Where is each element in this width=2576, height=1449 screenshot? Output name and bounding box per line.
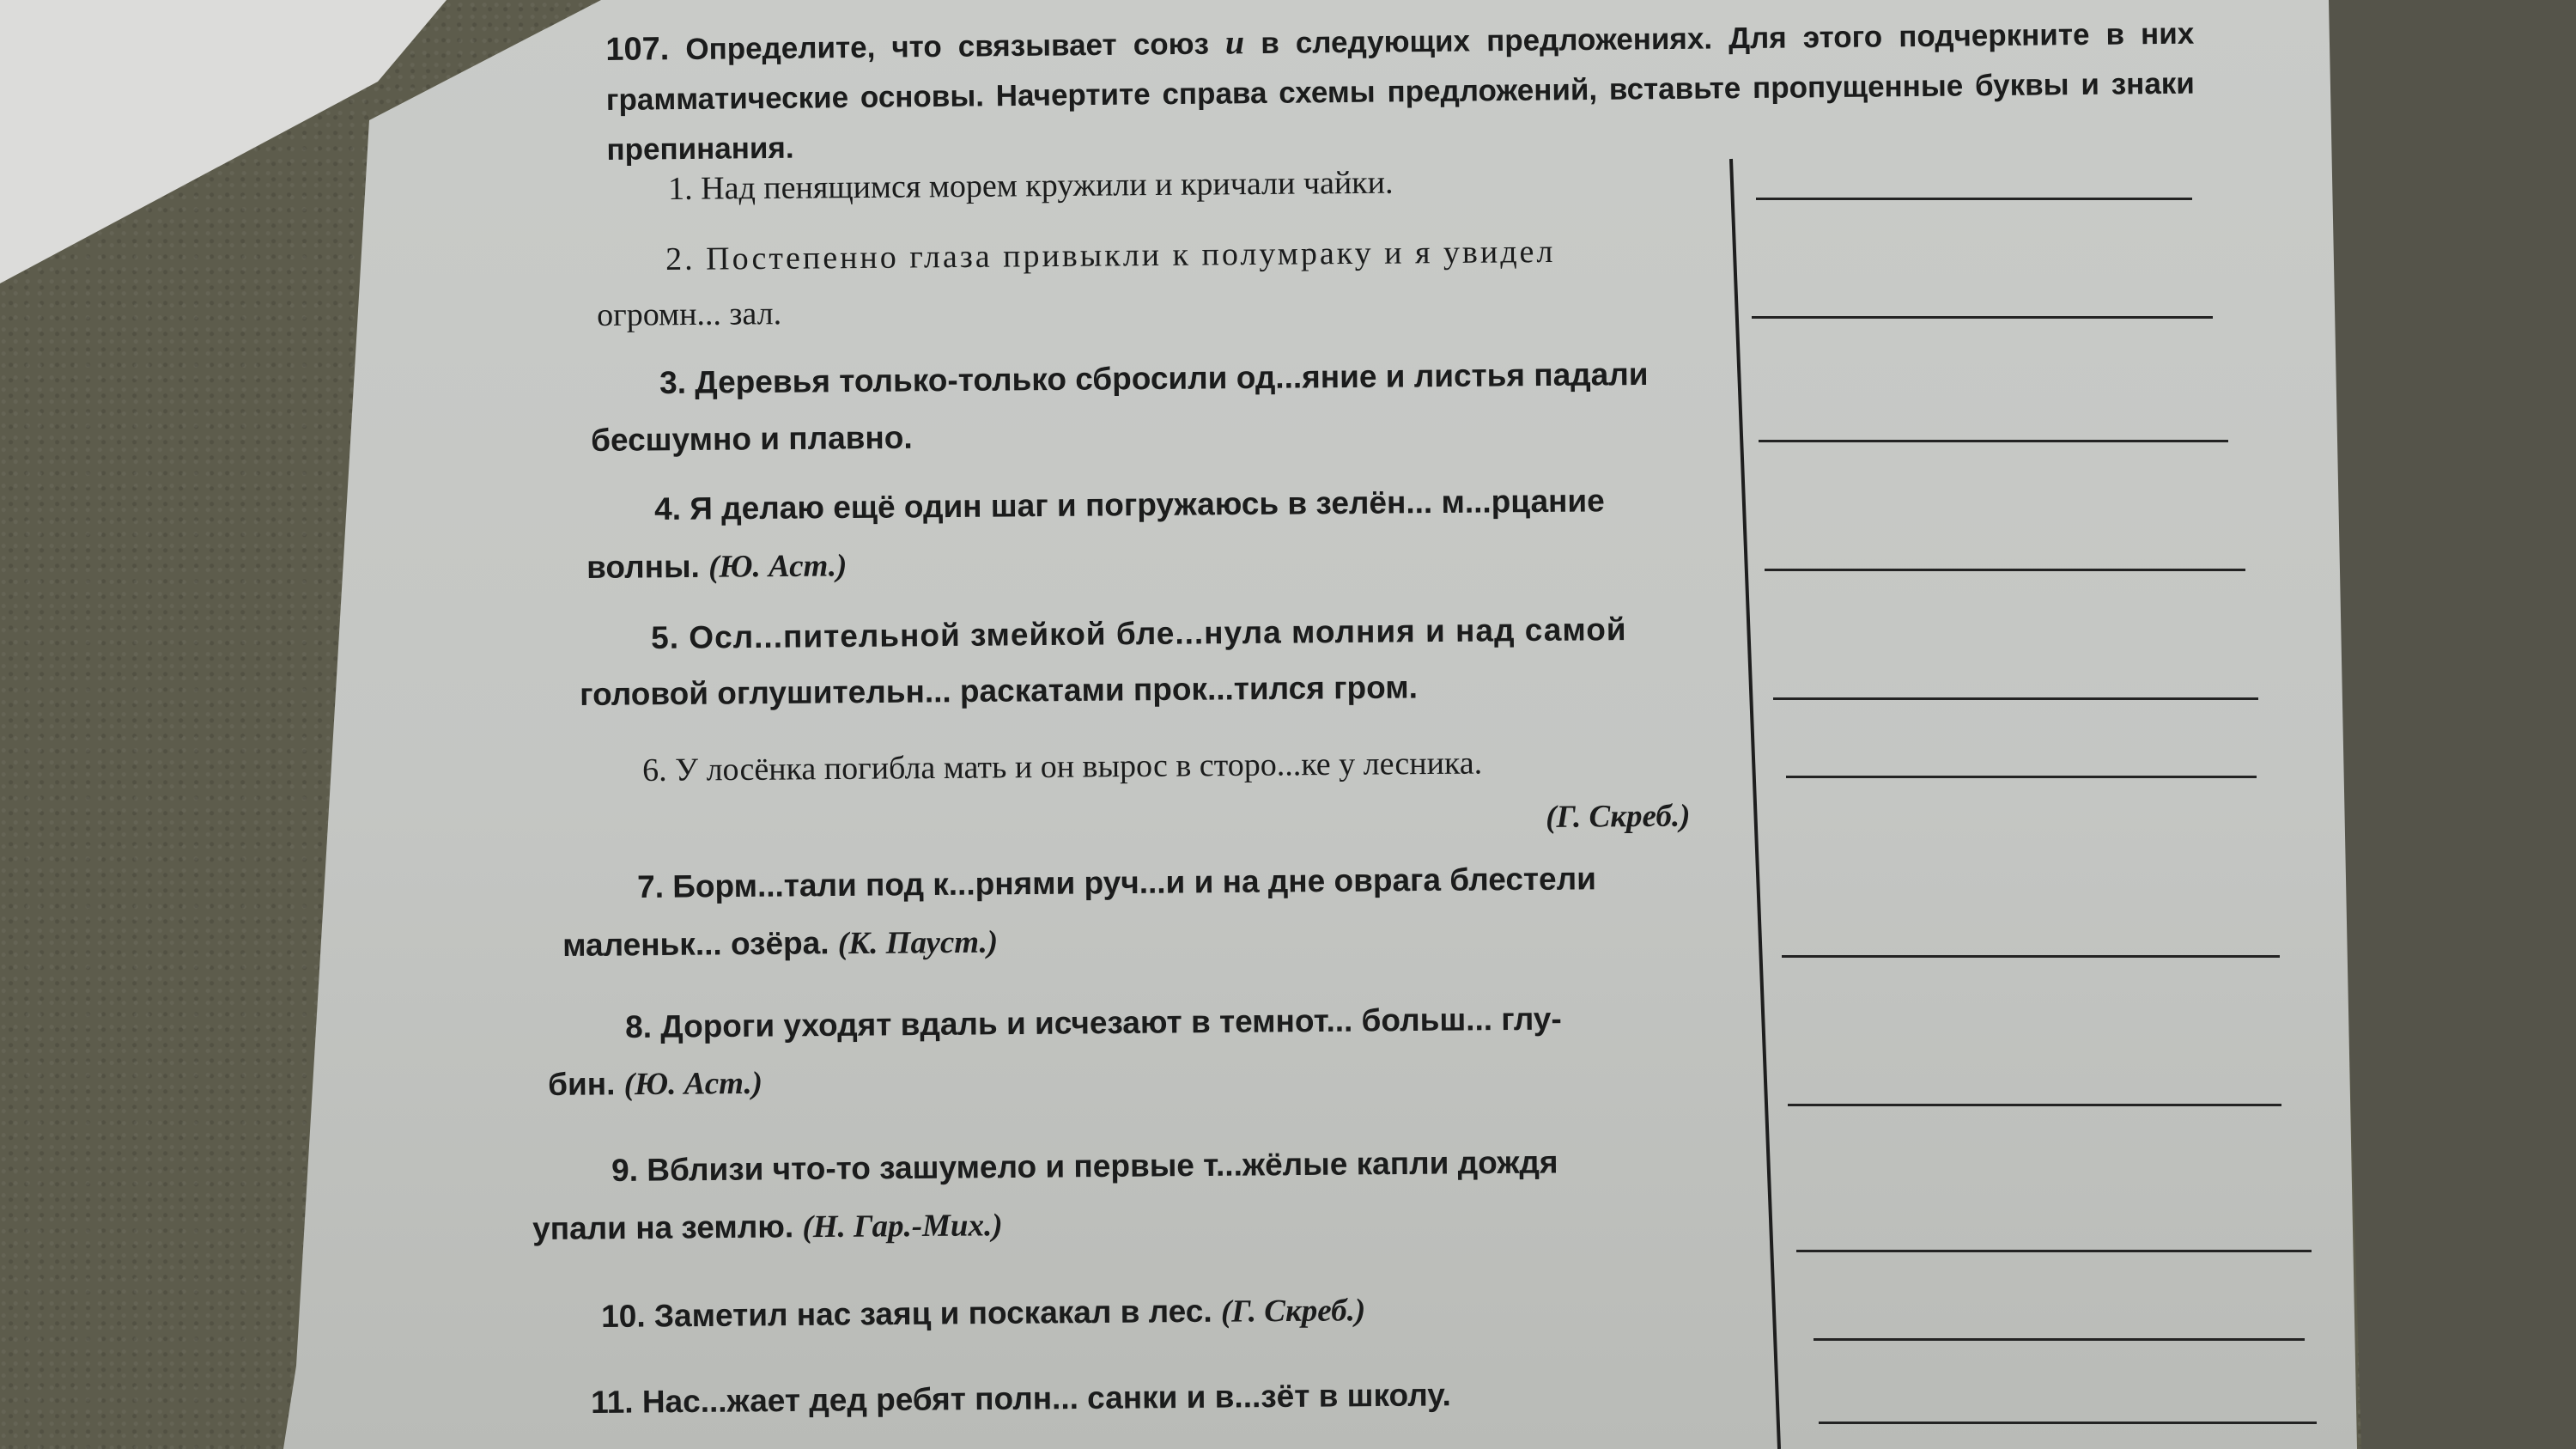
schema-answer-line-11[interactable]	[1819, 1422, 2317, 1424]
sentence-6-line-1: 6. У лосёнка погибла мать и он вырос в сторо...ке у лесника.	[642, 745, 1483, 788]
task-intro-end: в следующих предложениях. Для этого подчеркните в них грамматические основы. Начертите справа схемы предложений, вставьте пропущенные буквы и знаки препинания.	[605, 16, 2196, 167]
sentence-3-line-2: бесшумно и плавно.	[591, 419, 913, 458]
sentence-11-line-1: 11. Нас...жает дед ребят полн... санки и в...зёт в школу.	[591, 1377, 1452, 1420]
schema-answer-line-4[interactable]	[1765, 569, 2245, 571]
sentence-8-citation: (Ю. Аст.)	[623, 1065, 763, 1103]
sentence-7-citation: (К. Пауст.)	[837, 924, 999, 962]
sentence-8-line-2	[548, 1065, 762, 1104]
sentence-4-text: волны.	[586, 548, 701, 585]
schema-answer-line-1[interactable]	[1756, 198, 2192, 200]
sentence-4-line-1: 4. Я делаю ещё один шаг и погружаюсь в зелён... м...рцание	[654, 483, 1605, 527]
schema-answer-line-9[interactable]	[1796, 1250, 2312, 1252]
sentence-7-line-2	[562, 924, 998, 965]
sentence-9-citation: (Н. Гар.-Мих.)	[802, 1208, 1003, 1245]
sentence-2-line-2: огромн... зал.	[597, 295, 782, 333]
schema-answer-line-6[interactable]	[1786, 776, 2257, 778]
sentence-1-line-1: 1. Над пенящимся морем кружили и кричали чайки.	[668, 164, 1394, 207]
sentence-6-citation: (Г. Скреб.)	[1546, 798, 1691, 835]
task-instructions	[605, 8, 2196, 175]
sentence-5-line-1: 5. Осл...пительной змейкой бле...нула молния и над самой	[651, 612, 1627, 655]
sentence-9-line-2	[532, 1207, 1003, 1248]
sentence-4-citation: (Ю. Аст.)	[708, 548, 848, 585]
sentence-2-line-1: 2. Постепенно глаза привыкли к полумраку и я увидел	[665, 233, 1556, 277]
sentence-10-citation: (Г. Скреб.)	[1220, 1293, 1366, 1330]
sentence-9-line-1: 9. Вблизи что-то зашумело и первые т...жёлые капли дождя	[611, 1144, 1558, 1188]
schema-answer-line-2[interactable]	[1752, 316, 2213, 319]
sentence-3-line-1: 3. Деревья только-только сбросили од...яние и листья падали	[659, 356, 1649, 400]
schema-answer-line-8[interactable]	[1788, 1104, 2281, 1106]
sentence-5-line-2: головой оглушительн... раскатами прок...тился гром.	[580, 669, 1419, 712]
task-intro-start: Определите, что связывает союз	[685, 27, 1210, 67]
schema-answer-line-3[interactable]	[1759, 440, 2228, 442]
sentence-6-line-2	[1546, 798, 1691, 836]
sentence-9-text: упали на землю.	[532, 1209, 794, 1246]
sentence-8-line-1: 8. Дороги уходят вдаль и исчезают в темнот... больш... глу-	[625, 1001, 1562, 1044]
sentence-7-text: маленьк... озёра.	[562, 925, 829, 963]
schema-answer-line-10[interactable]	[1814, 1338, 2305, 1341]
task-number: 107.	[605, 31, 670, 68]
task-conjunction: и	[1224, 22, 1245, 62]
sentence-4-line-2	[586, 547, 848, 587]
sentence-8-text: бин.	[548, 1066, 616, 1102]
sentence-7-line-1: 7. Борм...тали под к...рнями руч...и и на дне оврага блестели	[637, 861, 1597, 904]
schema-answer-line-5[interactable]	[1773, 697, 2258, 700]
sentence-10-line-1	[601, 1292, 1365, 1336]
sentence-10-text: 10. Заметил нас заяц и поскакал в лес.	[601, 1293, 1212, 1334]
schema-answer-line-7[interactable]	[1782, 955, 2280, 958]
